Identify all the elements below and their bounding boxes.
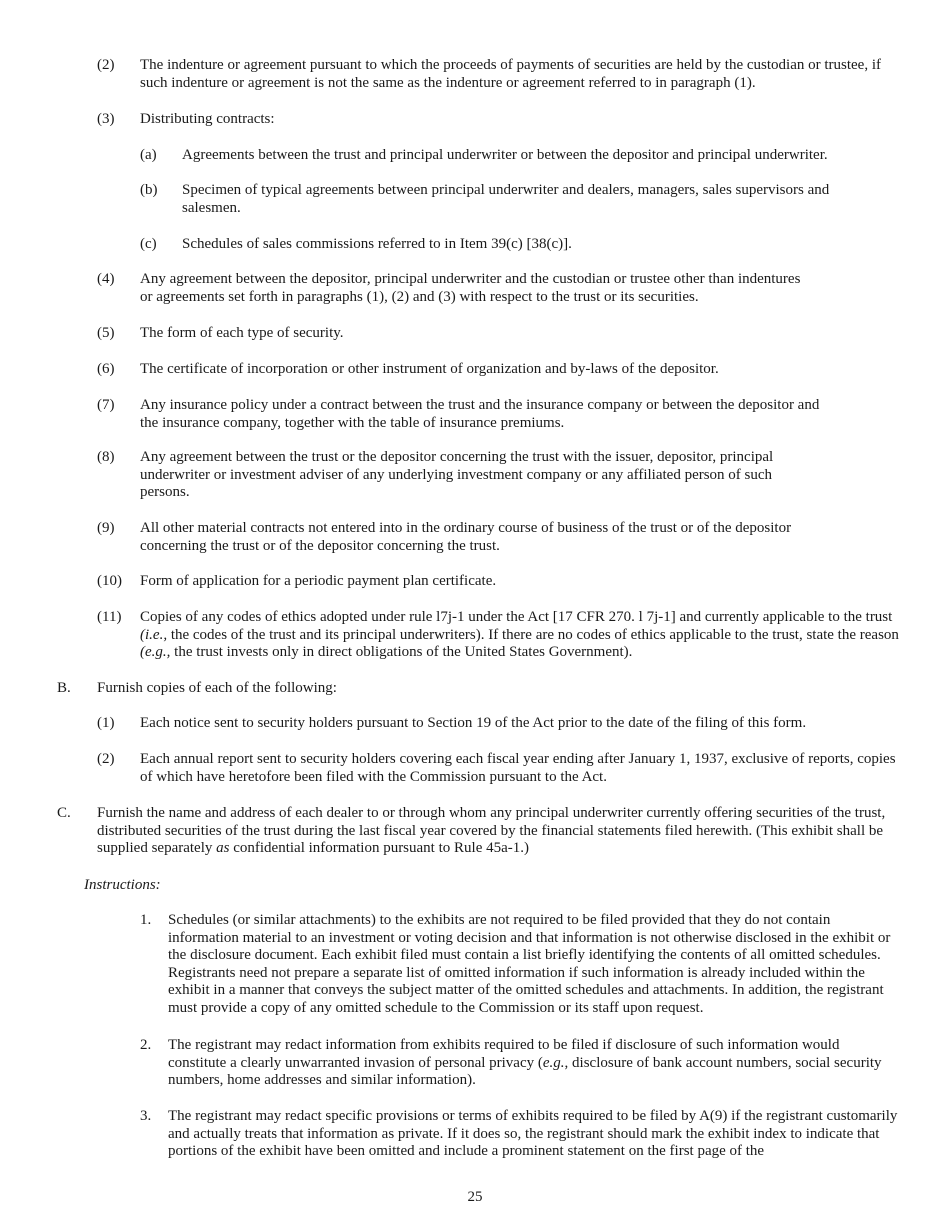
text-segment: The registrant may redact information from exhibits required to be filed if disclosure of such information would constitute a clearly unwarranted invasion of personal privacy ( (168, 1037, 840, 1071)
text-segment: the codes of the trust and its principal underwriters). If there are no codes of ethics applicable to the trust, state the reason (167, 626, 899, 643)
text-line: All other material contracts not entered into in the ordinary course of business of the trust or of the depositor (140, 520, 792, 536)
item-number: (4) (97, 271, 115, 287)
text-line: Any agreement between the trust or the depositor concerning the trust with the issuer, depositor, principal (140, 449, 774, 465)
item-text: The form of each type of security. (140, 325, 344, 341)
item-text: Specimen of typical agreements between principal underwriter and dealers, managers, sales supervisors and salesmen. (182, 182, 830, 216)
item-text: Form of application for a periodic payment plan certificate. (140, 573, 497, 589)
item-number: (a) (140, 147, 157, 163)
instruction-number: 2. (140, 1037, 152, 1053)
item-number: (7) (97, 397, 115, 413)
item-number: (1) (97, 715, 115, 731)
text-line: concerning the trust or of the depositor concerning the trust. (140, 537, 500, 554)
item-text: Schedules of sales commissions referred to in Item 39(c) [38(c)]. (182, 236, 572, 252)
text-line: or agreements set forth in paragraphs (1), (2) and (3) with respect to the trust or its securities. (140, 288, 699, 305)
text-segment: Furnish the name and address of each dealer to or through whom any principal underwriter currently offering securities of the trust, distributed securities of the trust during the last fiscal year covered by the financial statements filed herewith. (This exhibit shall be supplied separately (97, 805, 886, 857)
text-segment: , disclosure of bank account numbers, social security numbers, home addresses and similar information). (168, 1054, 882, 1089)
item-text: Distributing contracts: (140, 111, 275, 127)
instruction-number: 3. (140, 1108, 152, 1124)
item-number: B. (57, 680, 71, 696)
item-number: (c) (140, 236, 157, 252)
item-text: Furnish copies of each of the following: (97, 680, 337, 696)
text-line: underwriter or investment adviser of any underlying investment company or any affiliated person of such (140, 466, 773, 483)
item-number: (9) (97, 520, 115, 536)
item-text (140, 271, 900, 306)
item-text (140, 520, 900, 555)
text-italic: (e.g., (140, 644, 171, 661)
item-text: Agreements between the trust and principal underwriter or between the depositor and principal underwriter. (182, 147, 828, 163)
item-text (97, 805, 887, 858)
item-number: (5) (97, 325, 115, 341)
item-number: (8) (97, 449, 115, 465)
text-line: persons. (140, 484, 190, 501)
text-segment: Copies of any codes of ethics adopted under rule l7j-1 under the Act [17 CFR 270. l 7j-1] and currently applicable to the trust (140, 609, 893, 625)
item-text (140, 449, 900, 502)
item-text: The indenture or agreement pursuant to which the proceeds of payments of securities are held by the custodian or trustee, if such indenture or agreement is not the same as the indenture or agreement referred to in paragraph (1). (140, 57, 881, 91)
item-number: (b) (140, 182, 158, 198)
item-number: (2) (97, 57, 115, 73)
text-line: Any agreement between the depositor, principal underwriter and the custodian or trustee other than indentures (140, 271, 801, 287)
instruction-text (168, 1037, 898, 1090)
text-segment: the trust invests only in direct obligations of the United States Government). (170, 644, 633, 661)
item-text: Each notice sent to security holders pursuant to Section 19 of the Act prior to the date of the filing of this form. (140, 715, 807, 731)
item-number: C. (57, 805, 71, 821)
text-italic: (i.e., (140, 626, 168, 643)
item-text: The certificate of incorporation or other instrument of organization and by-laws of the depositor. (140, 361, 719, 377)
instruction-text: Schedules (or similar attachments) to the exhibits are not required to be filed provided that they do not contain information material to an investment or voting decision and that information is not otherwise disclosed in the exhibit or the disclosure document. Each exhibit filed must contain a list briefly identifying the contents of all omitted schedules. Registrants need not prepare a separate list of omitted information if such information is already included within the exhibit in a manner that conveys the subject matter of the omitted schedules and attachments. In addition, the registrant must provide a copy of any omitted schedule to the Commission or its staff upon request. (168, 912, 891, 1016)
item-number: (3) (97, 111, 115, 127)
page-number: 25 (467, 1189, 483, 1205)
text-italic: e.g. (542, 1054, 565, 1071)
item-number: (10) (97, 573, 122, 589)
text-segment: confidential information pursuant to Rule 45a-1.) (229, 840, 529, 857)
instruction-number: 1. (140, 912, 152, 928)
text-italic: as (216, 840, 230, 857)
item-text (140, 397, 900, 432)
item-number: (2) (97, 751, 115, 767)
item-text (140, 609, 900, 662)
instruction-text: The registrant may redact specific provisions or terms of exhibits required to be filed by A(9) if the registrant customarily and actually treats that information as private. If it does so, the registrant should mark the exhibit index to indicate that portions of the exhibit have been omitted and include a prominent statement on the first page of the (168, 1108, 898, 1160)
text-line: Any insurance policy under a contract between the trust and the insurance company or between the depositor and (140, 397, 820, 413)
text-line: the insurance company, together with the table of insurance premiums. (140, 414, 565, 431)
item-text: Each annual report sent to security holders covering each fiscal year ending after January 1, 1937, exclusive of reports, copies of which have heretofore been filed with the Commission pursuant to the Act. (140, 751, 896, 785)
item-number: (11) (97, 609, 122, 625)
item-number: (6) (97, 361, 115, 377)
instructions-heading: Instructions: (84, 877, 161, 893)
